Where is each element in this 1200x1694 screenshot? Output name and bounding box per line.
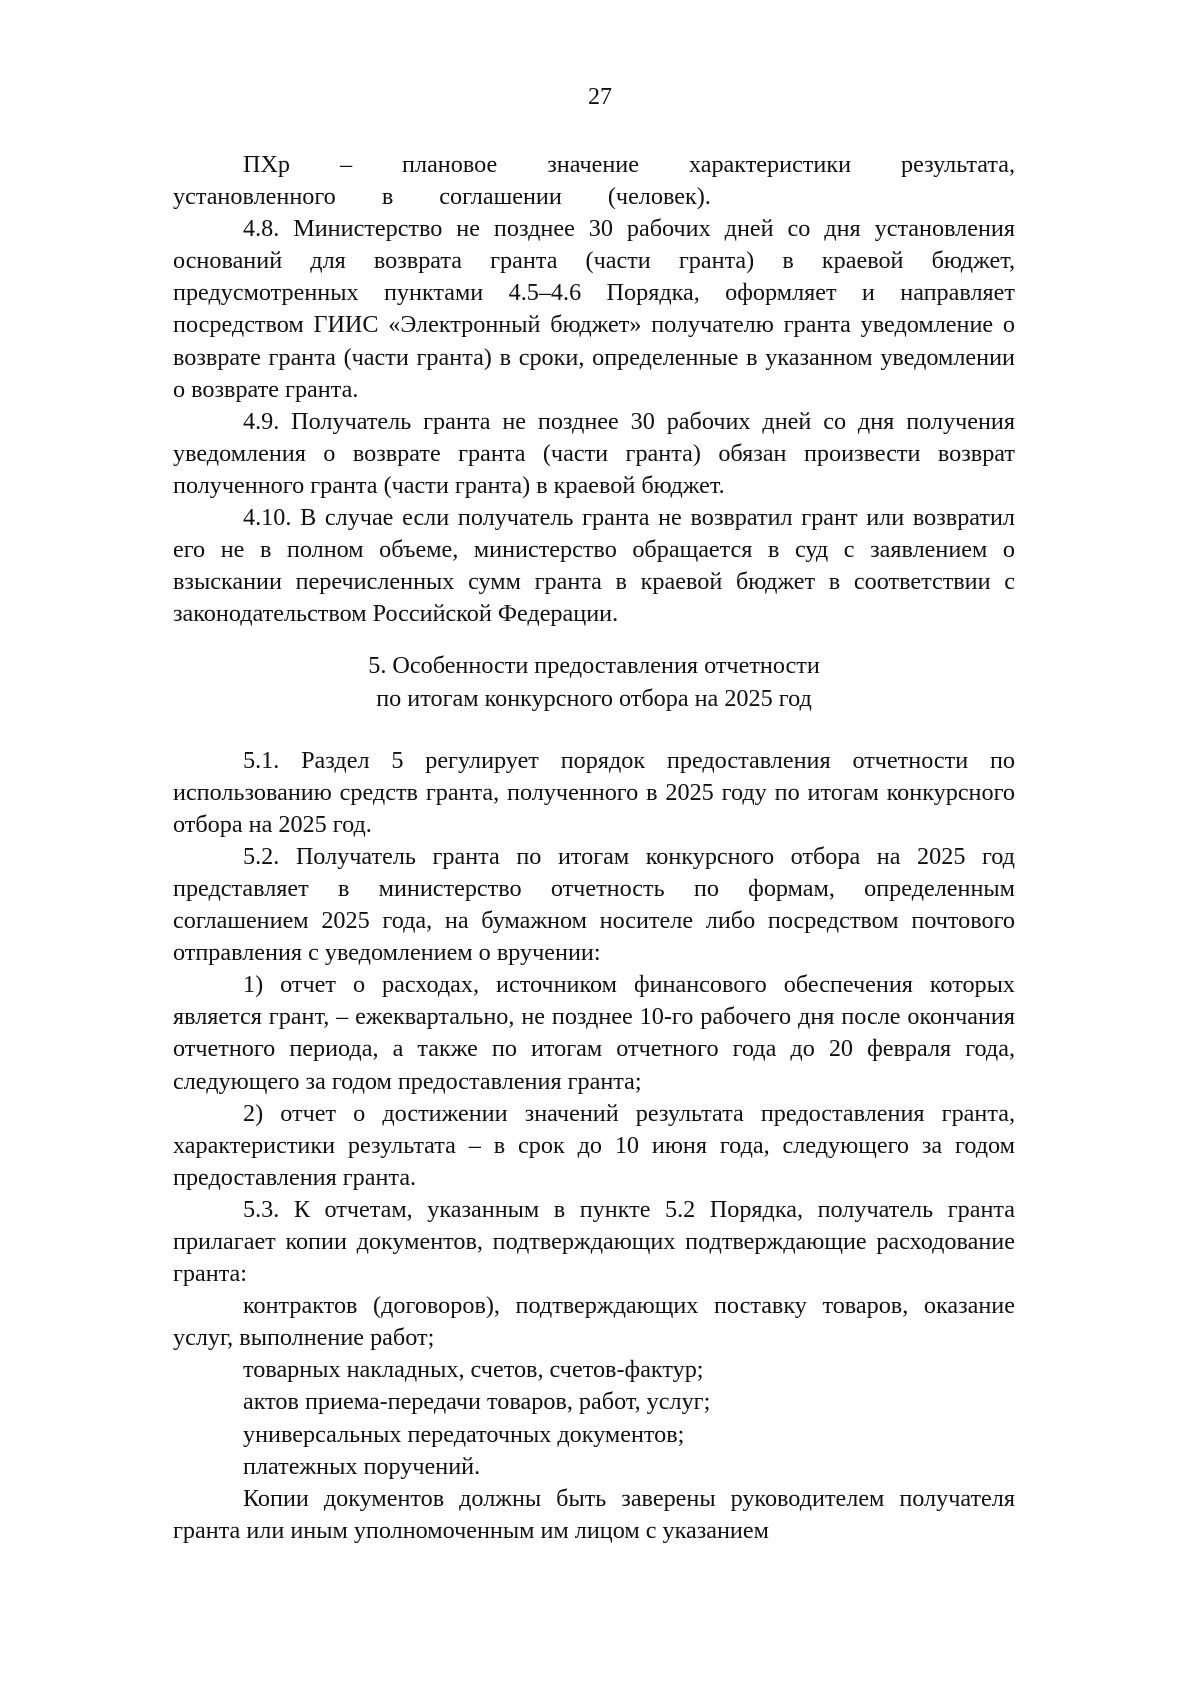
section-heading-line-1: 5. Особенности предоставления отчетности: [368, 652, 820, 680]
document-body: [173, 149, 1015, 1547]
paragraph-4-8: 4.8. Министерство не позднее 30 рабочих дней со дня установления оснований для возврата гранта (части гранта) в краевой бюджет, предусмотренных пунктами 4.5–4.6 Порядка, оформляет и направляет посредством ГИИС «Электронный бюджет» получателю гранта уведомление о возврате гранта (части гранта) в сроки, определенные в указанном уведомлении о возврате гранта.: [173, 215, 1015, 403]
section-heading: [173, 650, 1015, 714]
list-item: товарных накладных, счетов, счетов-фактур;: [243, 1356, 704, 1384]
closing-paragraph: Копии документов должны быть заверены руководителем получателя гранта или иным уполномоченным им лицом с указанием: [173, 1484, 1015, 1544]
paragraph-5-1: 5.1. Раздел 5 регулирует порядок предоставления отчетности по использованию средств гранта, полученного в 2025 году по итогам конкурсного отбора на 2025 год.: [173, 746, 1015, 838]
paragraph-5-2: 5.2. Получатель гранта по итогам конкурсного отбора на 2025 год представляет в министерство отчетность по формам, определенным соглашением 2025 года, на бумажном носителе либо посредством почтового отправления с уведомлением о вручении:: [173, 842, 1015, 967]
paragraph-phr-definition: ПХр – плановое значение характеристики результата, установленного в соглашении (человек).: [173, 151, 1015, 211]
page-number: 27: [588, 84, 612, 110]
list-item: универсальных передаточных документов;: [243, 1420, 685, 1448]
list-item: платежных поручений.: [243, 1452, 481, 1480]
list-item: актов приема-передачи товаров, работ, услуг;: [243, 1388, 711, 1416]
paragraph-4-10: 4.10. В случае если получатель гранта не возвратил грант или возвратил его не в полном объеме, министерство обращается в суд с заявлением о взыскании перечисленных сумм гранта в краевой бюджет в соответствии с законодательством Российской Федерации.: [173, 504, 1015, 628]
paragraph-5-3: 5.3. К отчетам, указанным в пункте 5.2 Порядка, получатель гранта прилагает копии документов, подтверждающих подтверждающие расходование гранта:: [173, 1195, 1015, 1288]
section-heading-line-2: по итогам конкурсного отбора на 2025 год: [376, 684, 812, 712]
paragraph-5-3-contracts: контрактов (договоров), подтверждающих поставку товаров, оказание услуг, выполнение работ;: [173, 1292, 1015, 1352]
paragraph-4-9: 4.9. Получатель гранта не позднее 30 рабочих дней со дня получения уведомления о возврате гранта (части гранта) обязан произвести возврат полученного гранта (части гранта) в краевой бюджет.: [173, 407, 1015, 499]
paragraph-5-2-item-2: 2) отчет о достижении значений результата предоставления гранта, характеристики результата – в срок до 10 июня года, следующего за годом предоставления гранта.: [173, 1099, 1015, 1191]
paragraph-5-2-item-1: 1) отчет о расходах, источником финансового обеспечения которых является грант, – ежеквартально, не позднее 10-го рабочего дня после окончания отчетного периода, а также по итогам отчетного года до 20 февраля года, следующего за годом предоставления гранта;: [173, 971, 1015, 1095]
